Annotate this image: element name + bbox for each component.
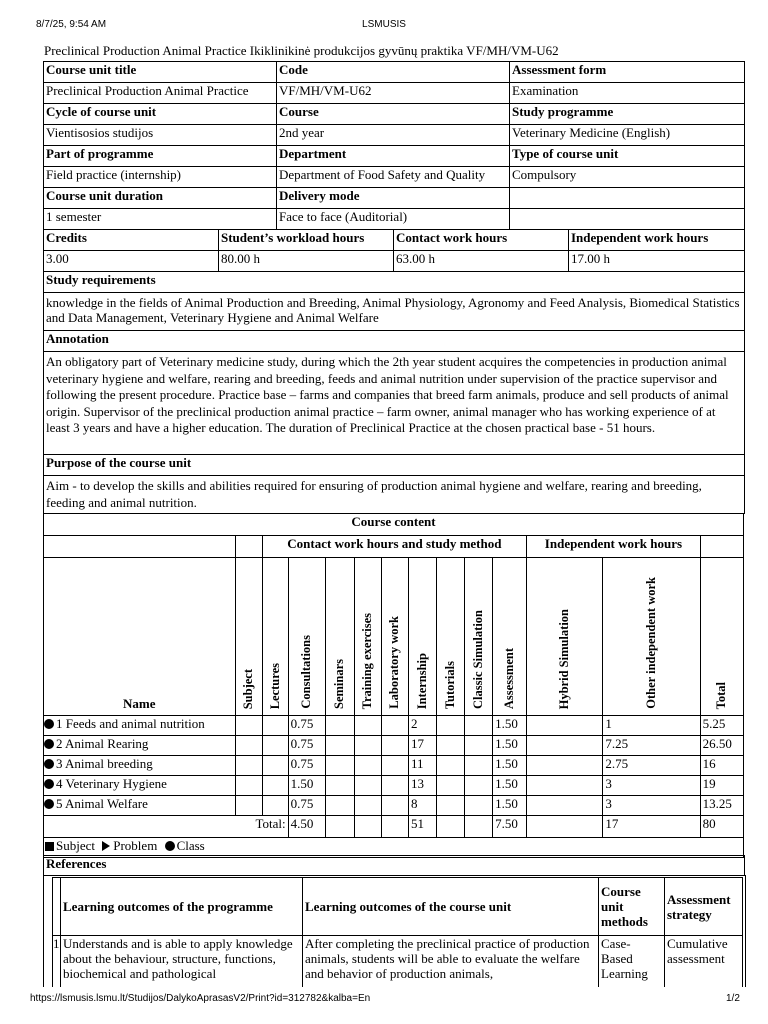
type: Compulsory [510,167,745,188]
cell [437,756,465,776]
cell [381,716,408,736]
cell-consultations: 0.75 [288,716,325,736]
document-title: Preclinical Production Animal Practice Ikiklinikinė produkcijos gyvūnų praktika VF/MH/VM-U62 [44,43,559,58]
course-info-table [43,61,745,230]
col-hybrid-simulation [527,558,603,716]
label-study-requirements: Study requirements [44,272,745,293]
col-programme-outcomes: Learning outcomes of the programme [61,878,303,936]
row-number: 1 [53,936,61,988]
cell-total: 5.25 [700,716,743,736]
references-header-table [43,855,745,876]
strategy: Cumulative assessment [665,936,743,988]
class-bullet-icon [44,779,54,789]
annotation: An obligatory part of Veterinary medicine study, during which the 2th year student acquires the competencies in production animal veterinary hygiene and welfare, rearing and breeding, feeds and animal nutrition under supervision of the practice supervisor and following the present procedure. Practice base – farms and companies that breed farm animals, produce and sell products of animal origin. Supervisor of the preclinical production animal practice – farm owner, animal manager who has working experience of at least 3 years and have a higher education. The duration of Preclinical Practice at the chosen practical base - 51 hours. [44,352,745,455]
col-lectures-label: Lectures [267,662,282,709]
col-lab-label: Laboratory work [387,616,402,709]
cell-assessment: 1.50 [493,796,527,816]
cell [527,816,603,838]
cell-assessment: 1.50 [493,736,527,756]
row-name [44,776,236,796]
col-lectures [262,558,288,716]
cell [262,736,288,756]
workload-hours: 80.00 h [219,251,394,272]
cell [465,716,493,736]
label-workload: Student’s workload hours [219,230,394,251]
cell [381,816,408,838]
cell [235,776,262,796]
cell-internship: 11 [408,756,436,776]
col-methods: Course unit methods [599,878,665,936]
duration: 1 semester [44,209,277,230]
delivery-mode: Face to face (Auditorial) [277,209,510,230]
cell [527,736,603,756]
cell-internship: 8 [408,796,436,816]
cell [235,796,262,816]
class-bullet-icon [44,739,54,749]
col-classic-simulation [465,558,493,716]
cell [437,716,465,736]
cell [527,756,603,776]
label-type: Type of course unit [510,146,745,167]
empty-cell [510,209,745,230]
cell [381,776,408,796]
cell-total: 19 [700,776,743,796]
cell-consultations: 1.50 [288,776,325,796]
course-content-table [43,513,744,858]
row-name [44,796,236,816]
label-credits: Credits [44,230,219,251]
study-requirements: knowledge in the fields of Animal Production and Breeding, Animal Physiology, Agronomy and Feed Analysis, Biomedical Statistics and Data Management, Veterinary Hygiene and Animal Welfare [44,293,745,331]
study-programme: Veterinary Medicine (English) [510,125,745,146]
purpose: Aim - to develop the skills and abilities required for ensuring of production animal hygiene and welfare, rearing and breeding, feeding and animal nutrition. [44,476,745,514]
group-independent-hours: Independent work hours [527,536,700,558]
legend-class: Class [176,838,205,853]
row-name [44,716,236,736]
label-study-programme: Study programme [510,104,745,125]
total-consultations: 4.50 [288,816,325,838]
programme-outcome: Understands and is able to apply knowledge about the behaviour, structure, functions, biochemical and pathological [61,936,303,988]
col-strategy: Assessment strategy [665,878,743,936]
cell [235,716,262,736]
cell [325,816,354,838]
row-name-text: 2 Animal Rearing [56,736,149,751]
label-references: References [44,856,745,876]
label-duration: Course unit duration [44,188,277,209]
label-delivery-mode: Delivery mode [277,188,510,209]
col-internship [408,558,436,716]
cell [465,736,493,756]
cell [235,736,262,756]
cell [381,796,408,816]
legend-subject: Subject [56,838,95,853]
col-total [700,558,743,716]
cell-assessment: 1.50 [493,756,527,776]
col-subject-label: Subject [241,668,256,709]
table-row [44,736,744,756]
course: 2nd year [277,125,510,146]
cell [527,776,603,796]
methods: Case-Based Learning [599,936,665,988]
col-seminars-label: Seminars [332,659,347,709]
cell [437,796,465,816]
cell [437,816,465,838]
label-department: Department [277,146,510,167]
department: Department of Food Safety and Quality [277,167,510,188]
cell [527,716,603,736]
col-assessment [493,558,527,716]
legend-problem: Problem [113,838,158,853]
row-name-text: 3 Animal breeding [56,756,153,771]
cell-other: 7.25 [603,736,700,756]
row-name [44,736,236,756]
col-consultations [288,558,325,716]
cell-assessment: 1.50 [493,776,527,796]
empty-cell [510,188,745,209]
cell-consultations: 0.75 [288,796,325,816]
table-row [53,936,743,988]
label-annotation: Annotation [44,331,745,352]
cell-internship: 2 [408,716,436,736]
total-internship: 51 [408,816,436,838]
cell [354,736,381,756]
subject-square-icon [45,842,54,851]
assessment-form: Examination [510,83,745,104]
empty-cell [700,536,743,558]
empty-cell [53,878,61,936]
total-other: 17 [603,816,700,838]
credits-table [43,229,745,272]
col-training-label: Training exercises [360,612,375,709]
cell [465,796,493,816]
unit-outcome: After completing the preclinical practice of production animals, students will be able to evaluate the welfare and behavior of production animals, [303,936,599,988]
col-other-label: Other independent work [644,577,659,709]
course-content-title: Course content [44,514,744,536]
print-datetime: 8/7/25, 9:54 AM [36,19,107,30]
total-total: 80 [700,816,743,838]
cell-consultations: 0.75 [288,756,325,776]
cell [235,756,262,776]
cell [262,776,288,796]
totals-row [44,816,744,838]
cell [465,776,493,796]
problem-triangle-icon [102,841,110,851]
cell [325,756,354,776]
row-name-text: 5 Animal Welfare [56,796,148,811]
cycle: Vientisosios studijos [44,125,277,146]
cell [354,756,381,776]
course-unit-title: Preclinical Production Animal Practice [44,83,277,104]
print-app-name: LSMUSIS [362,19,406,30]
table-row [44,776,744,796]
col-training [354,558,381,716]
cell [437,736,465,756]
text-sections-table [43,271,745,514]
cell [325,716,354,736]
label-part-of-programme: Part of programme [44,146,277,167]
cell [465,816,493,838]
cell [437,776,465,796]
contact-hours: 63.00 h [394,251,569,272]
cell [325,736,354,756]
cell [262,796,288,816]
col-assessment-label: Assessment [502,647,517,709]
code: VF/MH/VM-U62 [277,83,510,104]
cell [465,756,493,776]
col-internship-label: Internship [414,652,429,709]
print-page-number: 1/2 [726,993,740,1004]
label-purpose: Purpose of the course unit [44,455,745,476]
class-bullet-icon [44,719,54,729]
label-assessment-form: Assessment form [510,62,745,83]
cell [527,796,603,816]
label-code: Code [277,62,510,83]
col-consultations-label: Consultations [299,635,314,709]
col-hybrid-label: Hybrid Simulation [557,608,572,709]
col-total-label: Total [714,681,729,709]
table-row [44,716,744,736]
table-row [44,756,744,776]
row-name [44,756,236,776]
label-contact-hours: Contact work hours [394,230,569,251]
total-assessment: 7.50 [493,816,527,838]
col-name: Name [44,558,236,716]
cell-internship: 13 [408,776,436,796]
references-container [43,875,746,987]
label-course: Course [277,104,510,125]
cell [262,756,288,776]
cell-total: 26.50 [700,736,743,756]
cell [325,776,354,796]
label-course-unit-title: Course unit title [44,62,277,83]
cell-total: 16 [700,756,743,776]
part-of-programme: Field practice (internship) [44,167,277,188]
cell-consultations: 0.75 [288,736,325,756]
label-cycle: Cycle of course unit [44,104,277,125]
row-name-text: 1 Feeds and animal nutrition [56,716,205,731]
cell [381,736,408,756]
print-url: https://lsmusis.lsmu.lt/Studijos/DalykoAprasasV2/Print?id=312782&kalba=En [30,993,371,1004]
independent-hours: 17.00 h [569,251,745,272]
cell [381,756,408,776]
col-subject [235,558,262,716]
col-seminars [325,558,354,716]
cell-other: 2.75 [603,756,700,776]
row-name-text: 4 Veterinary Hygiene [56,776,167,791]
cell [354,816,381,838]
col-lab [381,558,408,716]
cell-internship: 17 [408,736,436,756]
references-table [52,877,743,987]
cell-other: 3 [603,776,700,796]
cell [354,716,381,736]
col-other-independent [603,558,700,716]
class-dot-icon [165,841,175,851]
cell-assessment: 1.50 [493,716,527,736]
empty-cell [44,536,236,558]
class-bullet-icon [44,759,54,769]
cell [354,776,381,796]
cell-total: 13.25 [700,796,743,816]
cell [262,716,288,736]
table-row [44,796,744,816]
group-contact-hours: Contact work hours and study method [262,536,527,558]
cell-other: 1 [603,716,700,736]
empty-cell [235,536,262,558]
class-bullet-icon [44,799,54,809]
label-independent-hours: Independent work hours [569,230,745,251]
total-label: Total: [44,816,289,838]
credits: 3.00 [44,251,219,272]
col-classic-label: Classic Simulation [471,610,486,709]
col-tutorials-label: Tutorials [443,660,458,709]
cell [354,796,381,816]
col-unit-outcomes: Learning outcomes of the course unit [303,878,599,936]
cell [325,796,354,816]
cell-other: 3 [603,796,700,816]
col-tutorials [437,558,465,716]
